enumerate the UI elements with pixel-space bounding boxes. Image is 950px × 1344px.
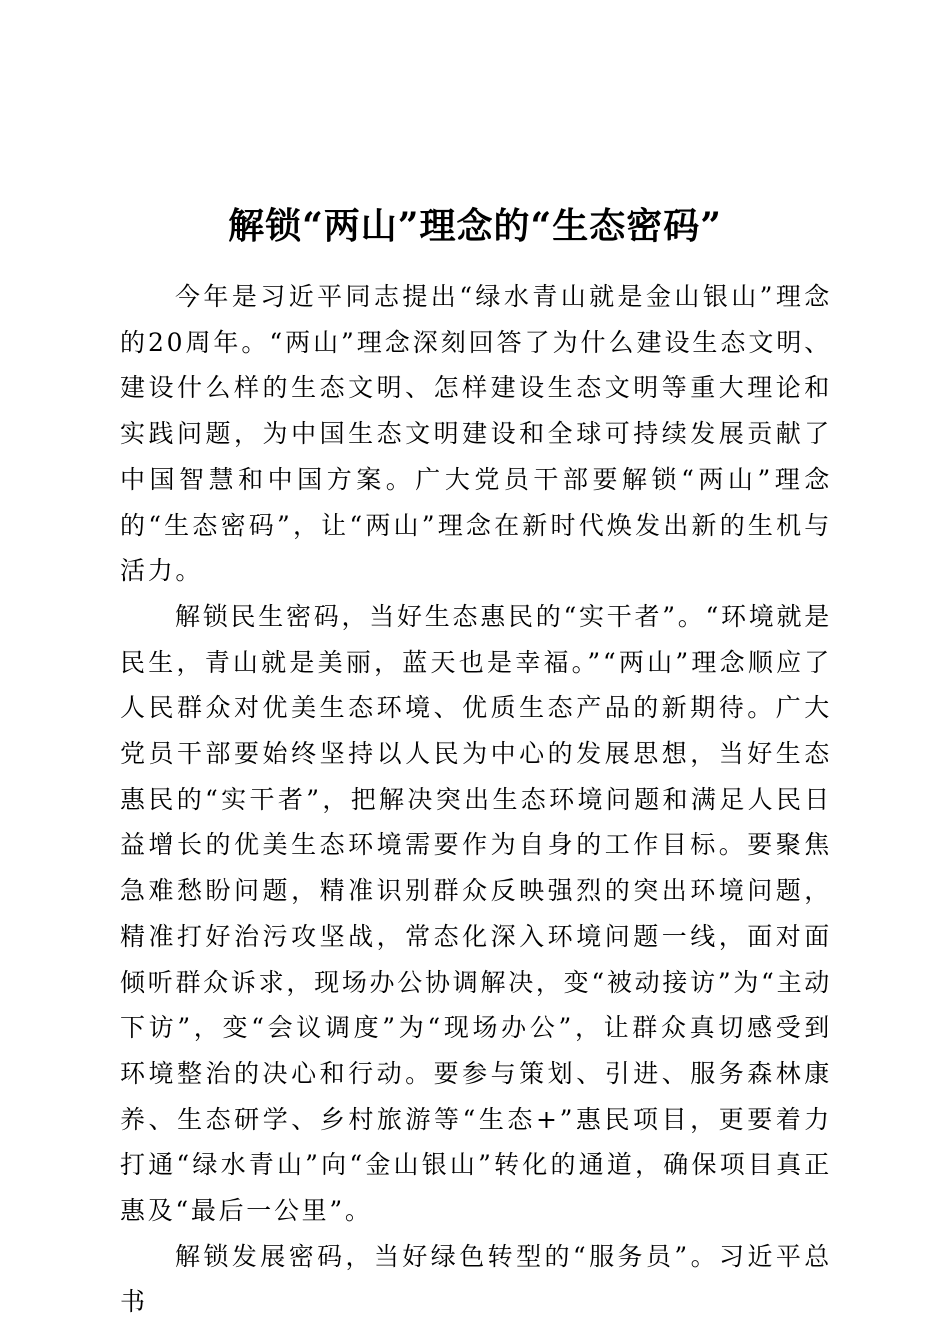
paragraph-intro: 今年是习近平同志提出“绿水青山就是金山银山”理念的20周年。“两山”理念深刻回答了为什么建设生态文明、建设什么样的生态文明、怎样建设生态文明等重大理论和实践问题，为中国生态文明建设和全球可持续发展贡献了中国智慧和中国方案。广大党员干部要解锁“两山”理念的“生态密码”，让“两山”理念在新时代焕发出新的生机与活力。 — [120, 282, 832, 586]
paragraph-livelihood: 解锁民生密码，当好生态惠民的“实干者”。“环境就是民生，青山就是美丽，蓝天也是幸福。”“两山”理念顺应了人民群众对优美生态环境、优质生态产品的新期待。广大党员干部要始终坚持以人民为中心的发展思想，当好生态惠民的“实干者”，把解决突出生态环境问题和满足人民日益增长的优美生态环境需要作为自身的工作目标。要聚焦急难愁盼问题，精准识别群众反映强烈的突出环境问题，精准打好治污攻坚战，常态化深入环境问题一线，面对面倾听群众诉求，现场办公协调解决，变“被动接访”为“主动下访”，变“会议调度”为“现场办公”，让群众真切感受到环境整治的决心和行动。要参与策划、引进、服务森林康养、生态研学、乡村旅游等“生态+”惠民项目，更要着力打通“绿水青山”向“金山银山”转化的通道，确保项目真正惠及“最后一公里”。 — [120, 601, 832, 1226]
document-title: 解锁“两山”理念的“生态密码” — [228, 205, 722, 248]
paragraph-development: 解锁发展密码，当好绿色转型的“服务员”。习近平总书 — [120, 1241, 832, 1317]
document-body — [120, 274, 832, 1325]
